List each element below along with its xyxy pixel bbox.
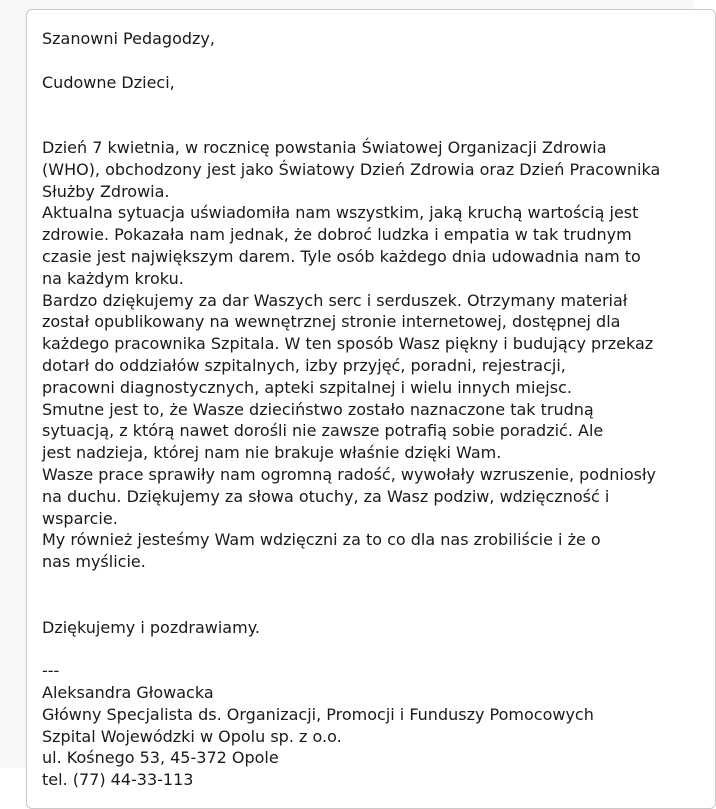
greeting-line: Cudowne Dzieci, [42,72,175,92]
body-line: Bardzo dziękujemy za dar Waszych serc i serduszek. Otrzymany materiał [42,290,628,310]
body-line: sytuacją, z którą nawet dorośli nie zawsze potrafią sobie poradzić. Ale [42,421,604,441]
signature-phone: tel. (77) 44-33-113 [42,770,194,790]
body-line: nas myślicie. [42,552,146,572]
blank-line [42,115,692,137]
signature-position: Główny Specjalista ds. Organizacji, Promocji i Funduszy Pomocowych [42,704,594,724]
body-line: pracowni diagnostycznych, apteki szpitalnej i wielu innych miejsc. [42,377,572,397]
body-line: każdego pracownika Szpitala. W ten sposób Wasz piękny i budujący przekaz [42,334,654,354]
signature-name: Aleksandra Głowacka [42,682,214,702]
closing-line: Dziękujemy i pozdrawiamy. [42,617,260,637]
body-line: dotarł do oddziałów szpitalnych, izby przyjęć, poradni, rejestracji, [42,355,566,375]
body-line: Aktualna sytuacja uświadomiła nam wszystkim, jaką kruchą wartością jest [42,203,639,223]
body-line: jest nadzieja, której nam nie brakuje właśnie dzięki Wam. [42,443,502,463]
body-line: zdrowie. Pokazała nam jednak, że dobroć ludzka i empatia w tak trudnym [42,225,632,245]
body-line: Dzień 7 kwietnia, w rocznicę powstania Światowej Organizacji Zdrowia [42,137,607,157]
blank-line [42,573,692,595]
body-line: na duchu. Dziękujemy za słowa otuchy, za Wasz podziw, wdzięczność i [42,486,610,506]
blank-line [42,595,692,617]
blank-line [42,93,692,115]
body-line: Wasze prace sprawiły nam ogromną radość, wywołały wzruszenie, podniosły [42,464,656,484]
body-line: Służby Zdrowia. [42,181,170,201]
blank-line [42,638,692,660]
email-body [42,28,692,791]
body-line: Smutne jest to, że Wasze dzieciństwo zostało naznaczone tak trudną [42,399,594,419]
blank-line [42,50,692,72]
signature-address: ul. Kośnego 53, 45-372 Opole [42,748,279,768]
greeting-line: Szanowni Pedagodzy, [42,29,215,48]
body-line: czasie jest największym darem. Tyle osób każdego dnia udowadnia nam to [42,246,641,266]
body-line: (WHO), obchodzony jest jako Światowy Dzień Zdrowia oraz Dzień Pracownika [42,159,661,179]
signature-organization: Szpital Wojewódzki w Opolu sp. z o.o. [42,726,342,746]
body-line: My również jesteśmy Wam wdzięczni za to co dla nas zrobiliście i że o [42,530,601,550]
signature-separator: --- [42,661,60,681]
body-line: na każdym kroku. [42,268,184,288]
body-line: wsparcie. [42,508,118,528]
body-line: został opublikowany na wewnętrznej stronie internetowej, dostępnej dla [42,312,621,332]
